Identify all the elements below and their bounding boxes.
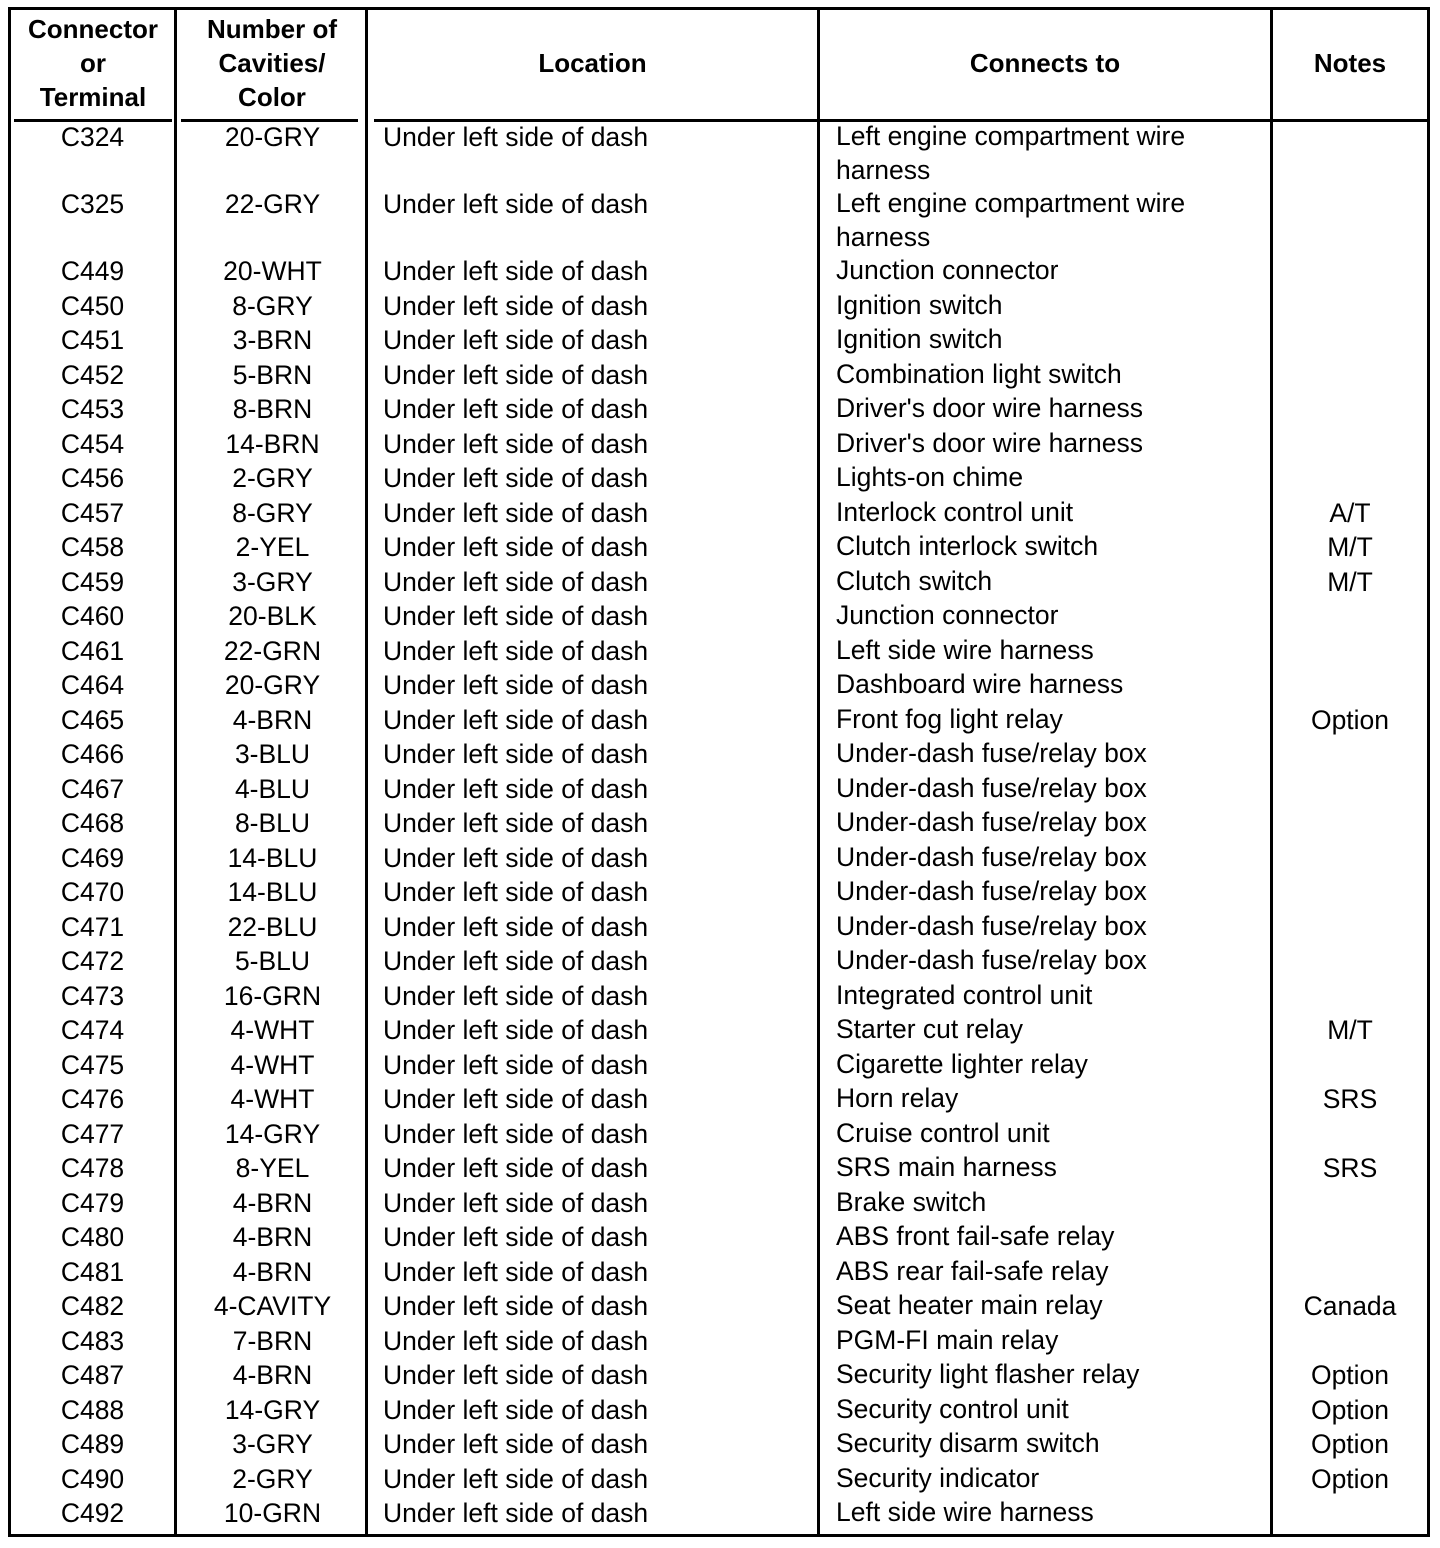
table-row [0,1117,1440,1152]
table-row [0,841,1440,876]
table-row [0,120,1440,187]
table-row [0,254,1440,289]
cavities-color-cell: 2-GRY [232,1463,313,1494]
location-cell: Under left side of dash [383,946,649,976]
notes-cell: Option [1310,1360,1390,1390]
location-cell: Under left side of dash [383,189,649,219]
connects-to-cell: Under-dash fuse/relay box [836,841,1147,872]
table-row [0,875,1440,910]
connects-to-cell: Starter cut relay [836,1014,1024,1044]
connects-to-cell: Under-dash fuse/relay box [836,876,1147,906]
table-row [0,668,1440,703]
notes-cell: M/T [1327,566,1373,597]
cavities-color-cell: 5-BLU [234,946,311,976]
connector-cell: C324 [60,122,125,152]
location-cell: Under left side of dash [383,1325,649,1356]
connector-cell: C473 [60,980,125,1011]
connects-to-cell: Junction connector [836,600,1059,630]
location-cell: Under left side of dash [383,1153,649,1183]
connects-to-cell: Lights-on chime [836,462,1024,492]
cavities-color-cell: 3-BLU [234,739,311,769]
table-body [0,120,1440,1531]
connector-cell: C479 [60,1187,125,1218]
connector-cell: C480 [60,1222,125,1252]
cavities-color-cell: 20-WHT [223,256,322,286]
cavities-color-cell: 5-BRN [232,359,313,390]
connector-cell: C464 [60,670,125,700]
location-cell: Under left side of dash [383,325,649,355]
connector-cell: C477 [60,1118,125,1149]
location-cell: Under left side of dash [383,1187,649,1218]
table-row [0,358,1440,393]
connector-cell: C490 [60,1463,125,1494]
table-row [0,1048,1440,1083]
connects-to-cell: Combination light switch [836,358,1122,389]
table-row [0,944,1440,979]
table-row [0,772,1440,807]
location-cell: Under left side of dash [383,1360,649,1390]
connects-to-cell: Left side wire harness [836,1497,1094,1527]
location-cell: Under left side of dash [383,670,649,700]
connector-cell: C465 [60,704,125,735]
connects-to-cell: Left engine compartment wire harness [836,121,1186,185]
table-row [0,323,1440,358]
table-row [0,1186,1440,1221]
table-row [0,634,1440,669]
connects-to-cell: Left engine compartment wire harness [836,188,1186,252]
table-row [0,1496,1440,1531]
connector-cell: C489 [60,1429,125,1459]
table-row [0,1289,1440,1324]
connects-to-cell: ABS front fail-safe relay [836,1221,1115,1251]
cavities-color-cell: 14-BLU [227,877,318,907]
location-cell: Under left side of dash [383,566,649,597]
cavities-color-cell: 3-BRN [232,325,313,355]
cavities-color-cell: 2-GRY [232,463,313,493]
connector-cell: C459 [60,566,125,597]
connects-to-cell: Security light flasher relay [836,1359,1140,1389]
cavities-color-cell: 8-YEL [235,1153,310,1183]
cavities-color-cell: 8-GRY [232,290,313,321]
table-row [0,979,1440,1014]
header-connector: Connector or Terminal [28,14,158,112]
connector-cell: C492 [60,1498,125,1528]
connector-cell: C475 [60,1049,125,1080]
cavities-color-cell: 22-BLU [227,911,318,942]
connects-to-cell: Cigarette lighter relay [836,1048,1088,1079]
location-cell: Under left side of dash [383,428,649,459]
table-row [0,1324,1440,1359]
cavities-color-cell: 4-BRN [232,1222,313,1252]
connects-to-cell: Front fog light relay [836,703,1063,734]
connects-to-cell: Interlock control unit [836,496,1074,527]
connector-cell: C460 [60,601,125,631]
connects-to-cell: Seat heater main relay [836,1290,1103,1320]
cavities-color-cell: 8-BLU [234,808,311,838]
connector-cell: C468 [60,808,125,838]
table-row [0,187,1440,254]
connector-cell: C467 [60,773,125,804]
connector-cell: C471 [60,911,125,942]
header-location: Location [538,48,647,78]
cavities-color-cell: 7-BRN [232,1325,313,1356]
connects-to-cell: Driver's door wire harness [836,393,1143,423]
table-row [0,496,1440,531]
connects-to-cell: Left side wire harness [836,634,1094,665]
connects-to-cell: Integrated control unit [836,979,1093,1010]
cavities-color-cell: 20-GRY [224,670,321,700]
cavities-color-cell: 3-GRY [232,566,313,597]
connects-to-cell: Dashboard wire harness [836,669,1124,699]
connector-cell: C488 [60,1394,125,1425]
location-cell: Under left side of dash [383,1291,649,1321]
table-row [0,737,1440,772]
location-cell: Under left side of dash [383,911,649,942]
cavities-color-cell: 4-CAVITY [213,1291,332,1321]
header-cavities: Number of Cavities/ Color [207,14,337,112]
cavities-color-cell: 20-GRY [224,122,321,152]
location-cell: Under left side of dash [383,1463,649,1494]
cavities-color-cell: 4-WHT [230,1084,315,1114]
connector-cell: C458 [60,532,125,562]
connector-cell: C457 [60,497,125,528]
table-row [0,1393,1440,1428]
table-row [0,289,1440,324]
table-row [0,1427,1440,1462]
location-cell: Under left side of dash [383,1118,649,1149]
table-row [0,392,1440,427]
notes-cell: A/T [1329,497,1371,528]
table-row [0,910,1440,945]
location-cell: Under left side of dash [383,635,649,666]
table-row [0,703,1440,738]
cavities-color-cell: 4-BRN [232,1256,313,1287]
table-row [0,1082,1440,1117]
location-cell: Under left side of dash [383,773,649,804]
location-cell: Under left side of dash [383,1429,649,1459]
cavities-color-cell: 2-YEL [235,532,310,562]
table-row [0,1462,1440,1497]
cavities-color-cell: 3-GRY [232,1429,313,1459]
table-row [0,1358,1440,1393]
location-cell: Under left side of dash [383,601,649,631]
location-cell: Under left side of dash [383,1394,649,1425]
connects-to-cell: ABS rear fail-safe relay [836,1255,1109,1286]
connector-cell: C466 [60,739,125,769]
table-row [0,530,1440,565]
connector-cell: C487 [60,1360,125,1390]
connects-to-cell: PGM-FI main relay [836,1324,1059,1355]
cavities-color-cell: 14-GRY [224,1394,321,1425]
connector-cell: C454 [60,428,125,459]
location-cell: Under left side of dash [383,394,649,424]
location-cell: Under left side of dash [383,1256,649,1287]
location-cell: Under left side of dash [383,122,649,152]
connector-cell: C450 [60,290,125,321]
location-cell: Under left side of dash [383,1498,649,1528]
notes-cell: Option [1310,1463,1390,1494]
connector-cell: C481 [60,1256,125,1287]
table-row [0,565,1440,600]
notes-cell: Canada [1303,1291,1397,1321]
connects-to-cell: SRS main harness [836,1152,1057,1182]
connector-cell: C461 [60,635,125,666]
cavities-color-cell: 22-GRY [224,189,321,219]
connector-cell: C478 [60,1153,125,1183]
location-cell: Under left side of dash [383,1222,649,1252]
connector-cell: C483 [60,1325,125,1356]
table-row [0,1013,1440,1048]
notes-cell: Option [1310,1429,1390,1459]
cavities-color-cell: 14-BLU [227,842,318,873]
cavities-color-cell: 20-BLK [228,601,317,631]
location-cell: Under left side of dash [383,290,649,321]
connects-to-cell: Under-dash fuse/relay box [836,772,1147,803]
cavities-color-cell: 4-BRN [232,1360,313,1390]
cavities-color-cell: 4-WHT [230,1015,315,1045]
connects-to-cell: Security disarm switch [836,1428,1100,1458]
cavities-color-cell: 10-GRN [223,1498,322,1528]
table-row [0,1151,1440,1186]
location-cell: Under left side of dash [383,497,649,528]
location-cell: Under left side of dash [383,739,649,769]
location-cell: Under left side of dash [383,842,649,873]
notes-cell: Option [1310,704,1390,735]
table-row [0,1255,1440,1290]
connector-cell: C449 [60,256,125,286]
header-notes: Notes [1313,48,1387,78]
connector-cell: C476 [60,1084,125,1114]
location-cell: Under left side of dash [383,532,649,562]
cavities-color-cell: 4-BLU [234,773,311,804]
connects-to-cell: Security indicator [836,1462,1040,1493]
connector-cell: C325 [60,189,125,219]
connects-to-cell: Security control unit [836,1393,1069,1424]
connector-cell: C451 [60,325,125,355]
connects-to-cell: Driver's door wire harness [836,427,1143,458]
connects-to-cell: Under-dash fuse/relay box [836,738,1147,768]
connector-cell: C474 [60,1015,125,1045]
location-cell: Under left side of dash [383,359,649,390]
connects-to-cell: Brake switch [836,1186,987,1217]
connector-cell: C453 [60,394,125,424]
location-cell: Under left side of dash [383,1084,649,1114]
connects-to-cell: Ignition switch [836,324,1003,354]
header-connects-to: Connects to [969,48,1121,78]
location-cell: Under left side of dash [383,256,649,286]
cavities-color-cell: 8-BRN [232,394,313,424]
location-cell: Under left side of dash [383,1015,649,1045]
location-cell: Under left side of dash [383,704,649,735]
notes-cell: Option [1310,1394,1390,1425]
connects-to-cell: Clutch interlock switch [836,531,1099,561]
cavities-color-cell: 14-GRY [224,1118,321,1149]
cavities-color-cell: 22-GRN [223,635,322,666]
notes-cell: M/T [1327,532,1373,562]
notes-cell: M/T [1327,1015,1373,1045]
connects-to-cell: Junction connector [836,255,1059,285]
table-row [0,599,1440,634]
cavities-color-cell: 4-BRN [232,1187,313,1218]
table-row [0,1220,1440,1255]
connector-cell: C482 [60,1291,125,1321]
location-cell: Under left side of dash [383,980,649,1011]
location-cell: Under left side of dash [383,808,649,838]
connects-to-cell: Under-dash fuse/relay box [836,807,1147,837]
connects-to-cell: Horn relay [836,1083,959,1113]
cavities-color-cell: 16-GRN [223,980,322,1011]
connects-to-cell: Under-dash fuse/relay box [836,945,1147,975]
table-row [0,806,1440,841]
cavities-color-cell: 8-GRY [232,497,313,528]
connector-cell: C470 [60,877,125,907]
cavities-color-cell: 4-BRN [232,704,313,735]
notes-cell: SRS [1322,1153,1378,1183]
connector-cell: C456 [60,463,125,493]
table-row [0,461,1440,496]
cavities-color-cell: 4-WHT [230,1049,315,1080]
connector-cell: C472 [60,946,125,976]
location-cell: Under left side of dash [383,463,649,493]
connects-to-cell: Ignition switch [836,289,1003,320]
cavities-color-cell: 14-BRN [225,428,320,459]
location-cell: Under left side of dash [383,1049,649,1080]
connector-cell: C469 [60,842,125,873]
connector-cell: C452 [60,359,125,390]
connects-to-cell: Clutch switch [836,565,993,596]
connects-to-cell: Under-dash fuse/relay box [836,910,1147,941]
notes-cell: SRS [1322,1084,1378,1114]
table-row [0,427,1440,462]
location-cell: Under left side of dash [383,877,649,907]
connects-to-cell: Cruise control unit [836,1117,1050,1148]
